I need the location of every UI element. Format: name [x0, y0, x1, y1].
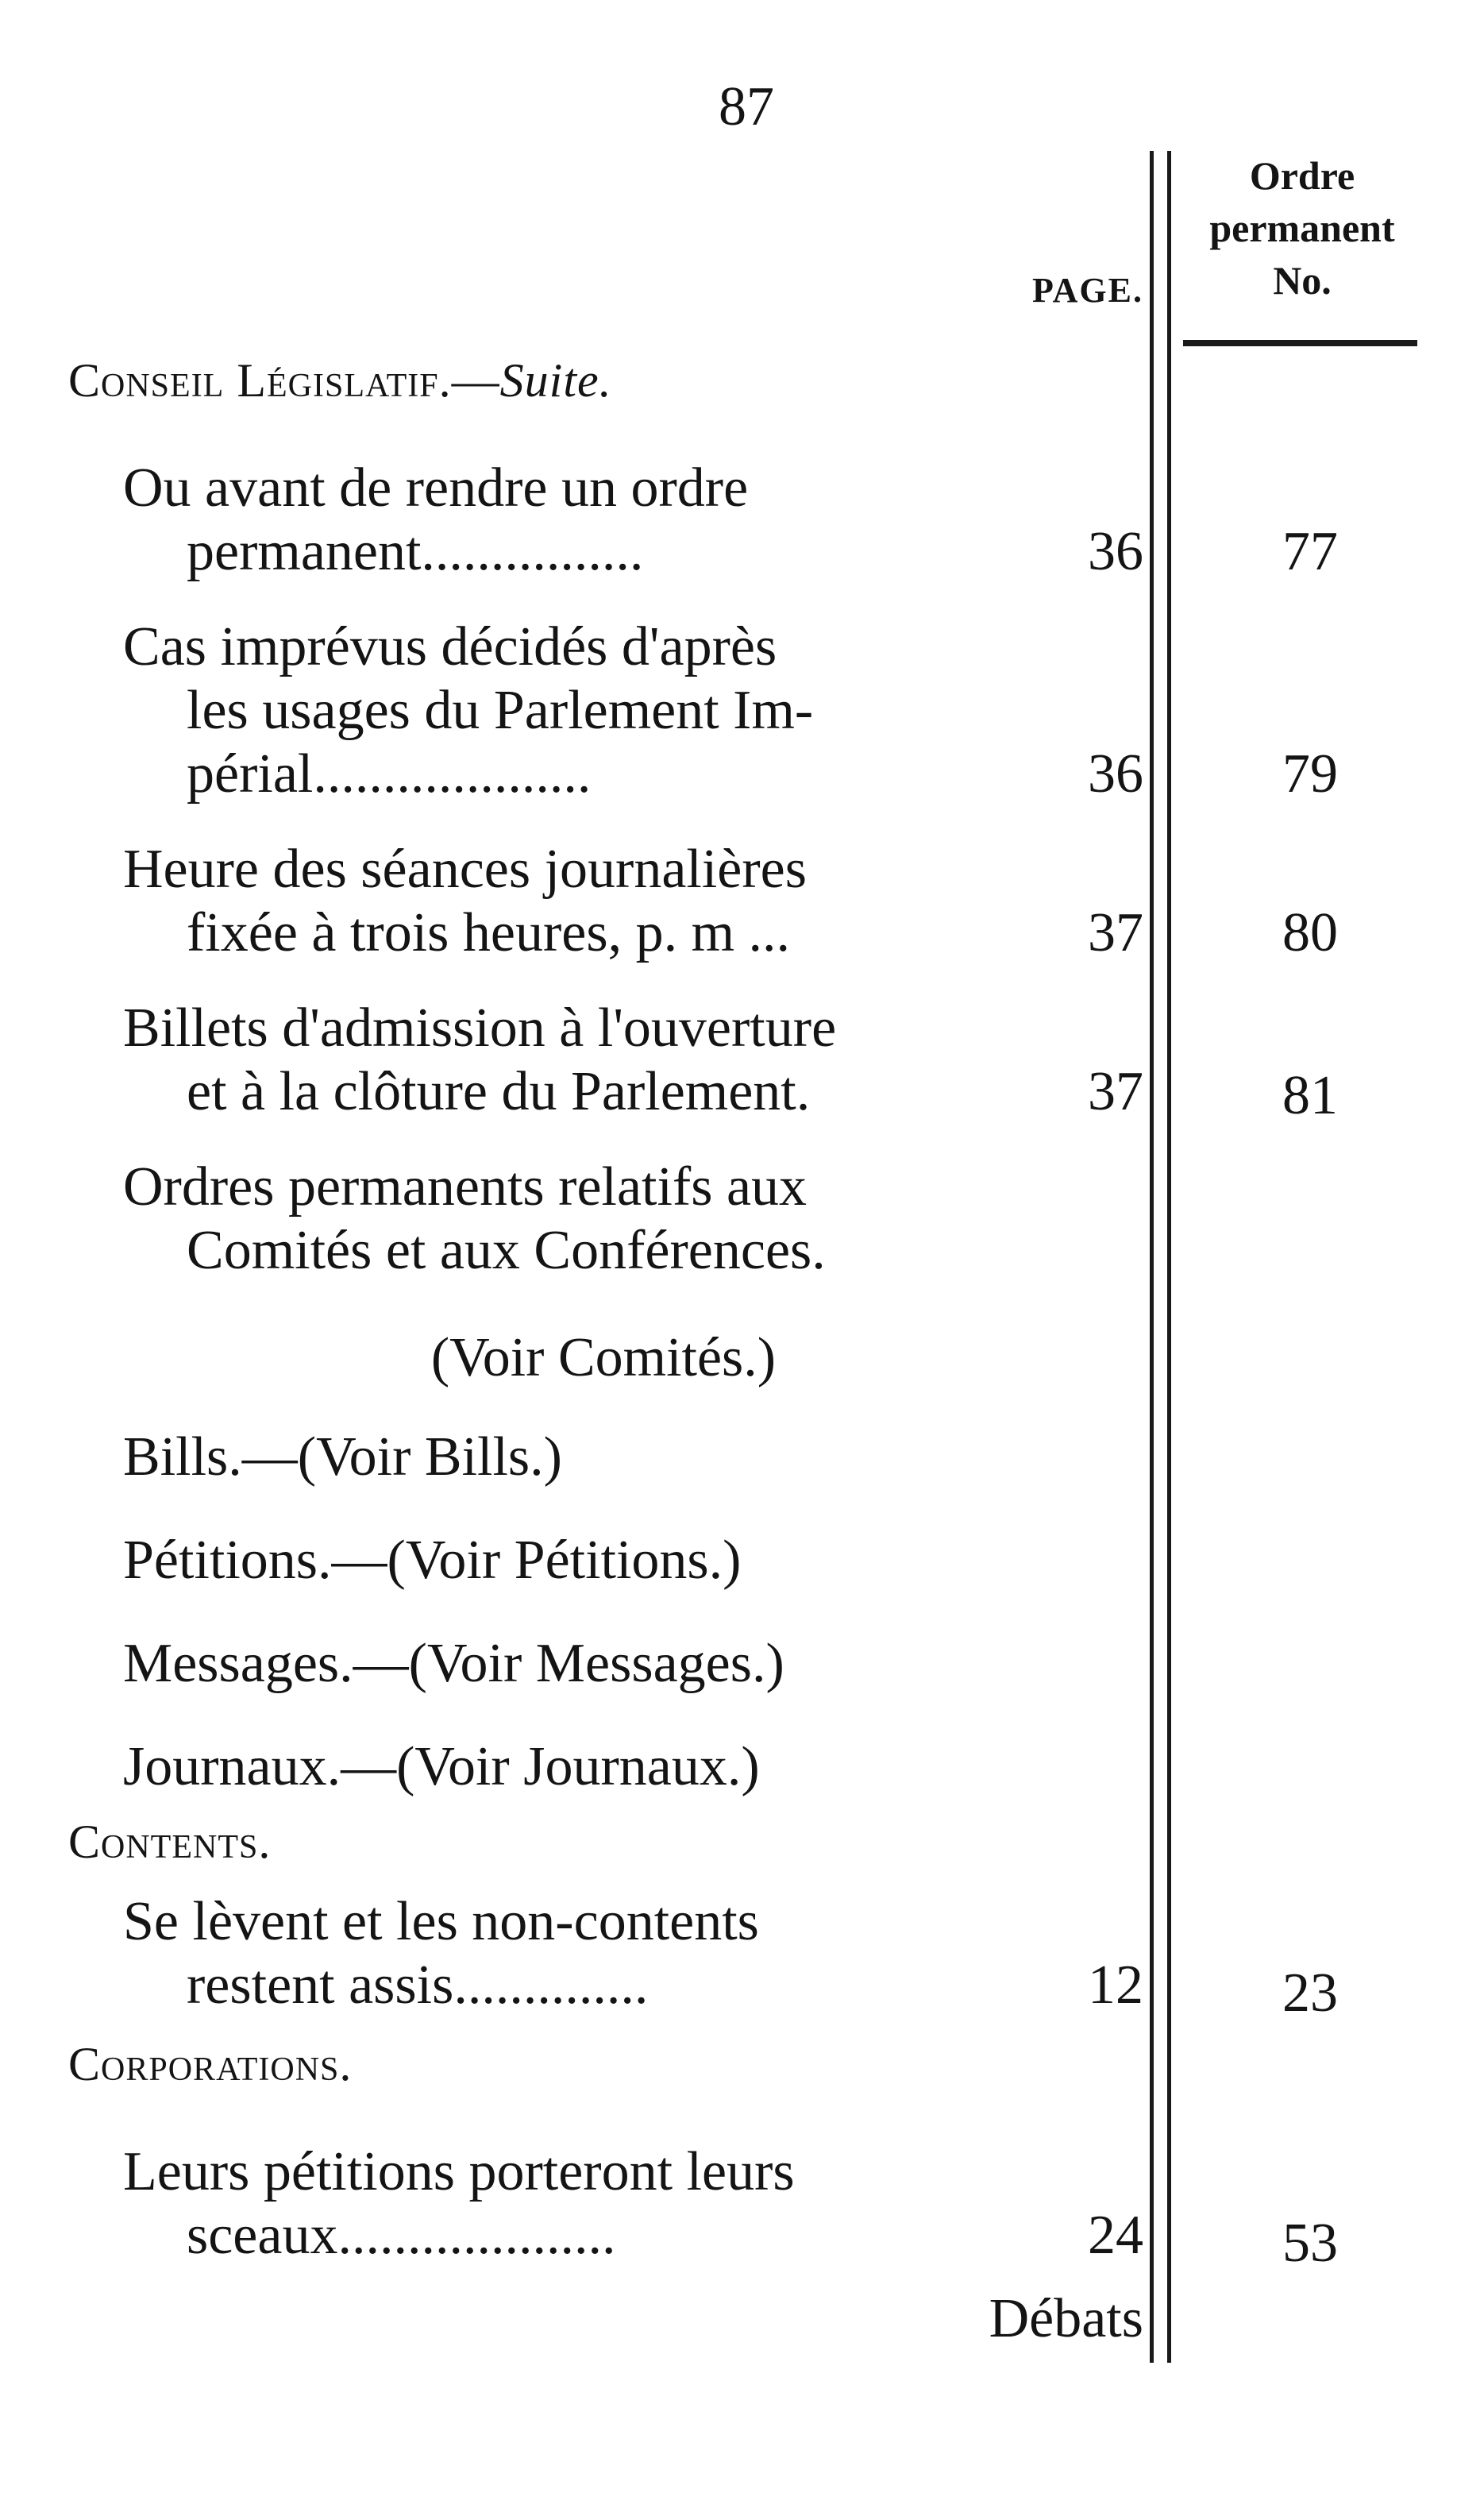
- entry-ordre-number: 81: [1282, 1065, 1338, 1126]
- index-entry: [123, 616, 965, 806]
- section-title: Corporations.: [68, 2038, 353, 2090]
- entry-page-number: 37: [1088, 1061, 1143, 1122]
- entry-line: sceaux....................: [187, 2205, 616, 2266]
- cross-reference: (Voir Comités.): [430, 1327, 777, 1388]
- section-title: Contents.: [68, 1816, 272, 1868]
- index-entry: [123, 2140, 965, 2267]
- page-column-heading: PAGE.: [1032, 271, 1143, 310]
- entry-line: Cas imprévus décidés d'après: [123, 616, 777, 677]
- index-entry: [123, 838, 965, 965]
- section-heading-conseil: [68, 353, 612, 408]
- index-entry: [123, 1890, 965, 2017]
- ordre-column-heading: [1183, 149, 1421, 307]
- section-suffix: Suite.: [499, 354, 612, 407]
- entry-line: et à la clôture du Parlement.: [187, 1061, 811, 1122]
- column-rule-right: [1167, 151, 1171, 2363]
- entry-page-number: 36: [1088, 521, 1143, 582]
- ordre-heading-line: Ordre: [1249, 153, 1355, 198]
- entry-line: fixée à trois heures, p. m ...: [187, 902, 791, 963]
- entry-line: périal....................: [187, 743, 592, 805]
- entry-ordre-number: 77: [1282, 521, 1338, 582]
- entry-line: Heure des séances journalières: [123, 839, 807, 900]
- entry-line: Comités et aux Conférences.: [187, 1220, 826, 1281]
- entry-line: Billets d'admission à l'ouverture: [123, 998, 837, 1059]
- entry-line: Leurs pétitions porteront leurs: [123, 2141, 795, 2202]
- entry-line: Se lèvent et les non-contents: [123, 1891, 759, 1952]
- catchword: Débats: [989, 2288, 1143, 2349]
- section-title: Conseil Législatif.—: [68, 354, 500, 407]
- entry-page-number: 37: [1088, 902, 1143, 963]
- index-entry: [123, 1156, 965, 1283]
- entry-ordre-number: 53: [1282, 2213, 1338, 2274]
- ordre-header-underline: [1183, 340, 1417, 346]
- entry-page-number: 24: [1088, 2205, 1143, 2266]
- entry-line: Ou avant de rendre un ordre: [123, 457, 749, 519]
- see-also-entry: Pétitions.—(Voir Pétitions.): [123, 1530, 742, 1591]
- entry-line: restent assis..............: [187, 1955, 649, 2016]
- entry-line: les usages du Parlement Im-: [187, 680, 814, 741]
- index-entry: [123, 997, 965, 1124]
- ordre-heading-line: permanent: [1209, 206, 1395, 250]
- section-heading-contents: [68, 1815, 271, 1870]
- entry-line: permanent................: [187, 521, 644, 582]
- entry-ordre-number: 23: [1282, 1962, 1338, 2024]
- see-also-entry: Messages.—(Voir Messages.): [123, 1633, 784, 1694]
- see-also-entry: Bills.—(Voir Bills.): [123, 1426, 562, 1488]
- page-number: 87: [719, 76, 774, 137]
- ordre-heading-line: No.: [1273, 258, 1332, 303]
- entry-ordre-number: 80: [1282, 902, 1338, 963]
- section-heading-corporations: [68, 2037, 352, 2092]
- entry-page-number: 12: [1088, 1955, 1143, 2016]
- entry-page-number: 36: [1088, 743, 1143, 805]
- see-also-entry: Journaux.—(Voir Journaux.): [123, 1736, 760, 1797]
- entry-ordre-number: 79: [1282, 743, 1338, 805]
- column-rule-left: [1150, 151, 1154, 2363]
- entry-line: Ordres permanents relatifs aux: [123, 1156, 808, 1218]
- index-entry: [123, 457, 965, 584]
